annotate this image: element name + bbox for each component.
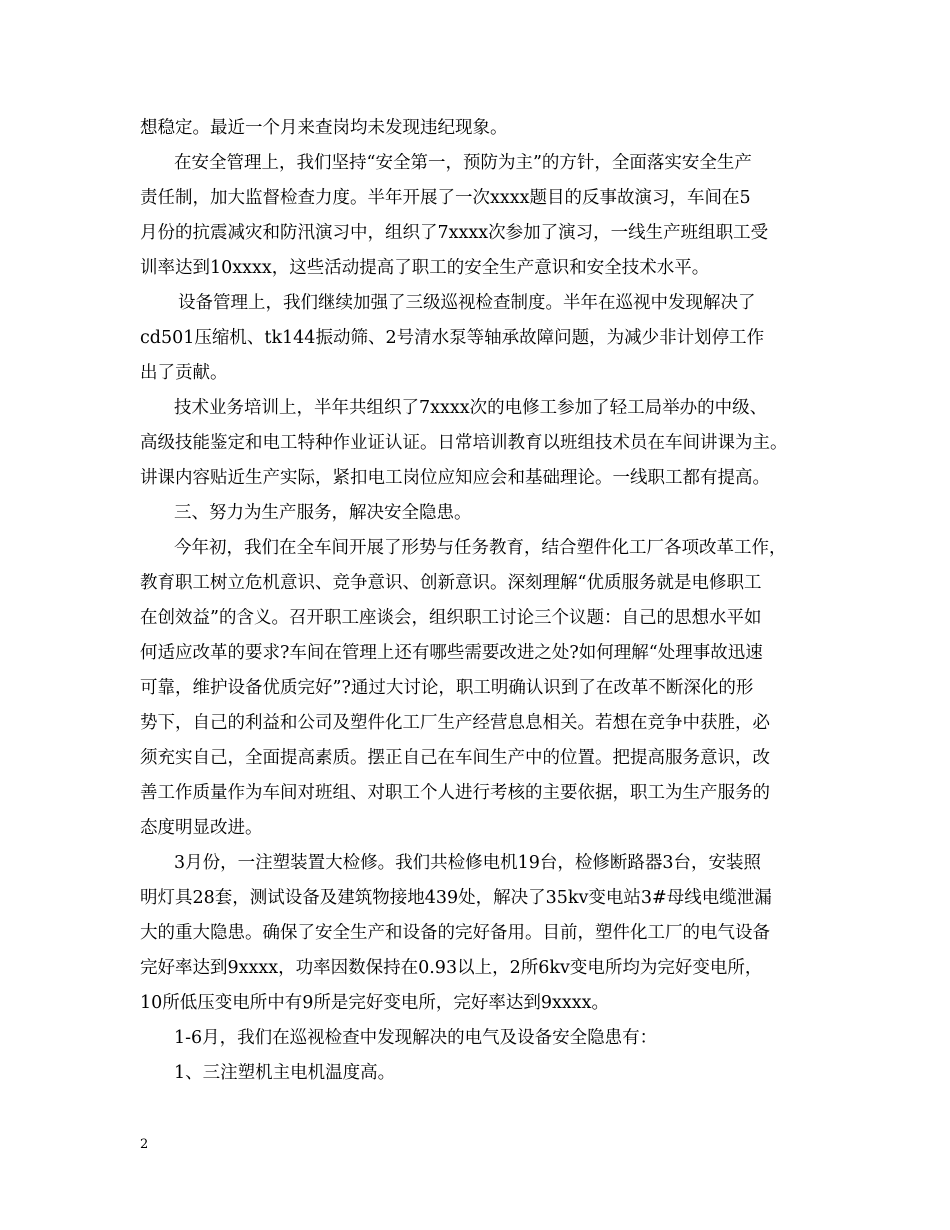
text-line: 训率达到10xxxx，这些活动提高了职工的安全生产意识和安全技术水平。 [140,258,710,278]
text-line: 态度明显改进。 [140,818,263,838]
text-line: 高级技能鉴定和电工特种作业证认证。日常培训教育以班组技术员在车间讲课为主。 [140,433,788,453]
text-line: 须充实自己，全面提高素质。摆正自己在车间生产中的位置。把提高服务意识，改 [140,748,770,768]
text-line: 可靠，维护设备优质完好”?通过大讨论，职工明确认识到了在改革不断深化的形 [140,678,754,698]
text-line: 1-6月，我们在巡视检查中发现解决的电气及设备安全隐患有： [174,1028,658,1048]
text-line: 10所低压变电所中有9所是完好变电所，完好率达到9xxxx。 [140,993,610,1013]
text-line: 3月份，一注塑装置大检修。我们共检修电机19台，检修断路器3台，安装照 [174,853,762,873]
text-line: 教育职工树立危机意识、竞争意识、创新意识。深刻理解“优质服务就是电修职工 [140,573,762,593]
text-line: 何适应改革的要求?车间在管理上还有哪些需要改进之处?如何理解“处理事故迅速 [140,643,763,663]
text-line: 设备管理上，我们继续加强了三级巡视检查制度。半年在巡视中发现解决了 [178,293,756,313]
text-line: 想稳定。最近一个月来查岗均未发现违纪现象。 [140,118,508,138]
text-line: 在安全管理上，我们坚持“安全第一，预防为主”的方针，全面落实安全生产 [174,153,752,173]
text-line: 善工作质量作为车间对班组、对职工个人进行考核的主要依据，职工为生产服务的 [140,783,770,803]
page-number: 2 [140,1137,149,1152]
text-line: 明灯具28套，测试设备及建筑物接地439处，解决了35kv变电站3#母线电缆泄漏 [140,888,772,908]
text-line: 讲课内容贴近生产实际，紧扣电工岗位应知应会和基础理论。一线职工都有提高。 [140,468,770,488]
text-line: cd501压缩机、tk144振动筛、2号清水泵等轴承故障问题，为减少非计划停工作 [140,328,765,348]
section-heading: 三、努力为生产服务，解决安全隐患。 [174,503,472,523]
text-line: 月份的抗震减灾和防汛演习中，组织了7xxxx次参加了演习，一线生产班组职工受 [140,223,769,243]
text-line: 责任制，加大监督检查力度。半年开展了一次xxxx题目的反事故演习，车间在5 [140,188,751,208]
text-line: 技术业务培训上，半年共组织了7xxxx次的电修工参加了轻工局举办的中级、 [174,398,768,418]
list-item: 1、三注塑机主电机温度高。 [174,1063,396,1083]
text-line: 今年初，我们在全车间开展了形势与任务教育，结合塑件化工厂各项改革工作， [174,538,787,558]
text-line: 大的重大隐患。确保了安全生产和设备的完好备用。目前，塑件化工厂的电气设备 [140,923,770,943]
text-line: 完好率达到9xxxx，功率因数保持在0.93以上，2所6kv变电所均为完好变电所， [140,958,763,978]
text-line: 出了贡献。 [140,363,228,383]
text-line: 在创效益”的含义。召开职工座谈会，组织职工讨论三个议题：自己的思想水平如 [140,608,762,628]
text-line: 势下，自己的利益和公司及塑件化工厂生产经营息息相关。若想在竞争中获胜，必 [140,713,770,733]
